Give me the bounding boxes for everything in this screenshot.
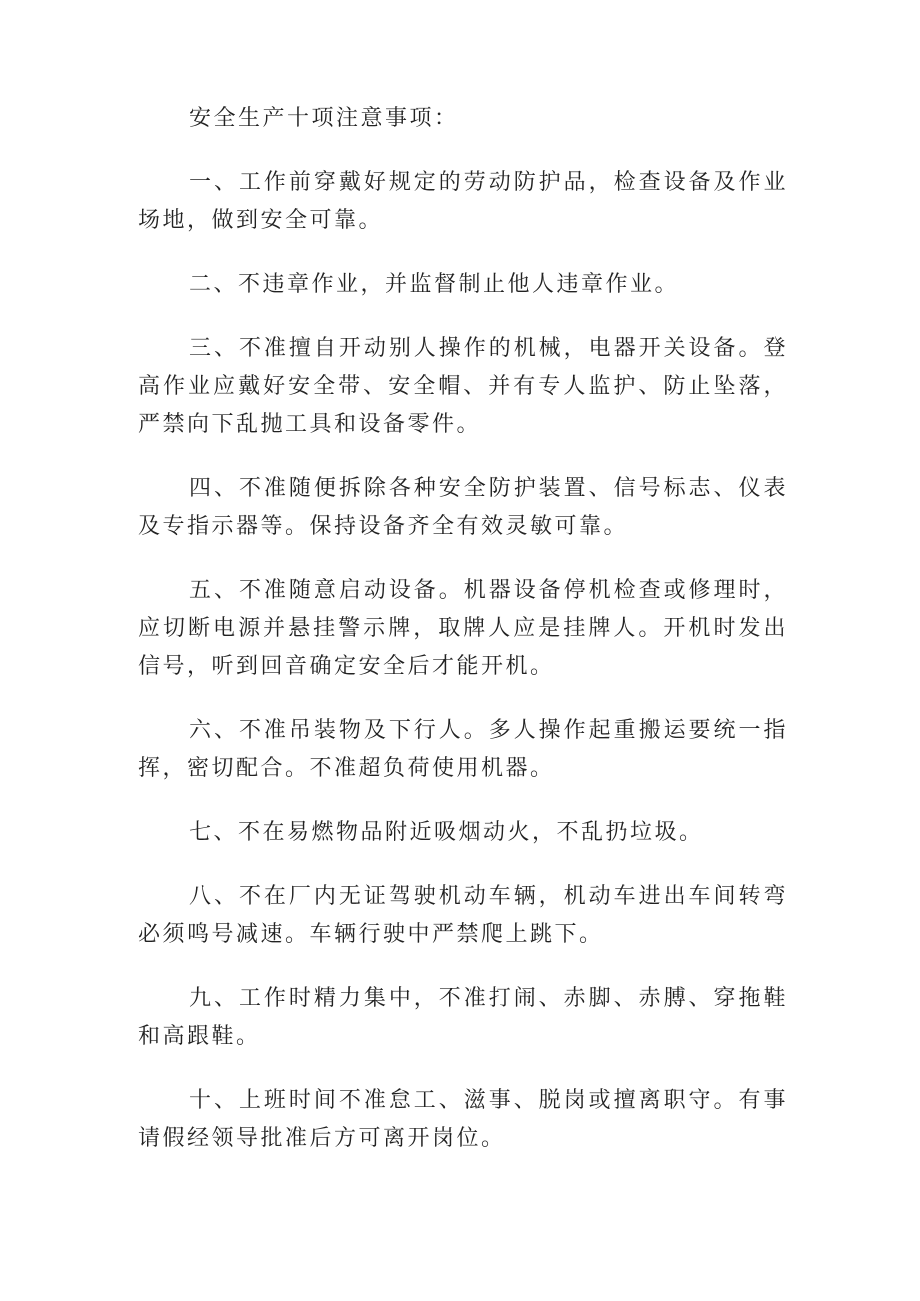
rule-item-4: 四、不准随便拆除各种安全防护装置、信号标志、仪表及专指示器等。保持设备齐全有效灵敏可靠。 bbox=[138, 476, 788, 539]
rule-item-2: 二、不违章作业，并监督制止他人违章作业。 bbox=[189, 272, 680, 297]
rule-item-1: 一、工作前穿戴好规定的劳动防护品，检查设备及作业场地，做到安全可靠。 bbox=[138, 170, 788, 233]
document-body bbox=[138, 100, 788, 1184]
document-title: 安全生产十项注意事项： bbox=[189, 106, 459, 131]
rule-item-3: 三、不准擅自开动别人操作的机械，电器开关设备。登高作业应戴好安全带、安全帽、并有专人监护、防止坠落，严禁向下乱抛工具和设备零件。 bbox=[138, 336, 788, 437]
rule-item-5: 五、不准随意启动设备。机器设备停机检查或修理时，应切断电源并悬挂警示牌，取牌人应是挂牌人。开机时发出信号，听到回音确定安全后才能开机。 bbox=[138, 578, 788, 679]
rule-item-6: 六、不准吊装物及下行人。多人操作起重搬运要统一指挥，密切配合。不准超负荷使用机器。 bbox=[138, 718, 788, 781]
rule-item-8: 八、不在厂内无证驾驶机动车辆，机动车进出车间转弯必须鸣号减速。车辆行驶中严禁爬上跳下。 bbox=[138, 884, 788, 947]
rule-item-10: 十、上班时间不准怠工、滋事、脱岗或擅离职守。有事请假经领导批准后方可离开岗位。 bbox=[138, 1088, 788, 1151]
rule-item-7: 七、不在易燃物品附近吸烟动火，不乱扔垃圾。 bbox=[189, 820, 704, 845]
rule-item-9: 九、工作时精力集中，不准打闹、赤脚、赤膊、穿拖鞋和高跟鞋。 bbox=[138, 986, 788, 1049]
